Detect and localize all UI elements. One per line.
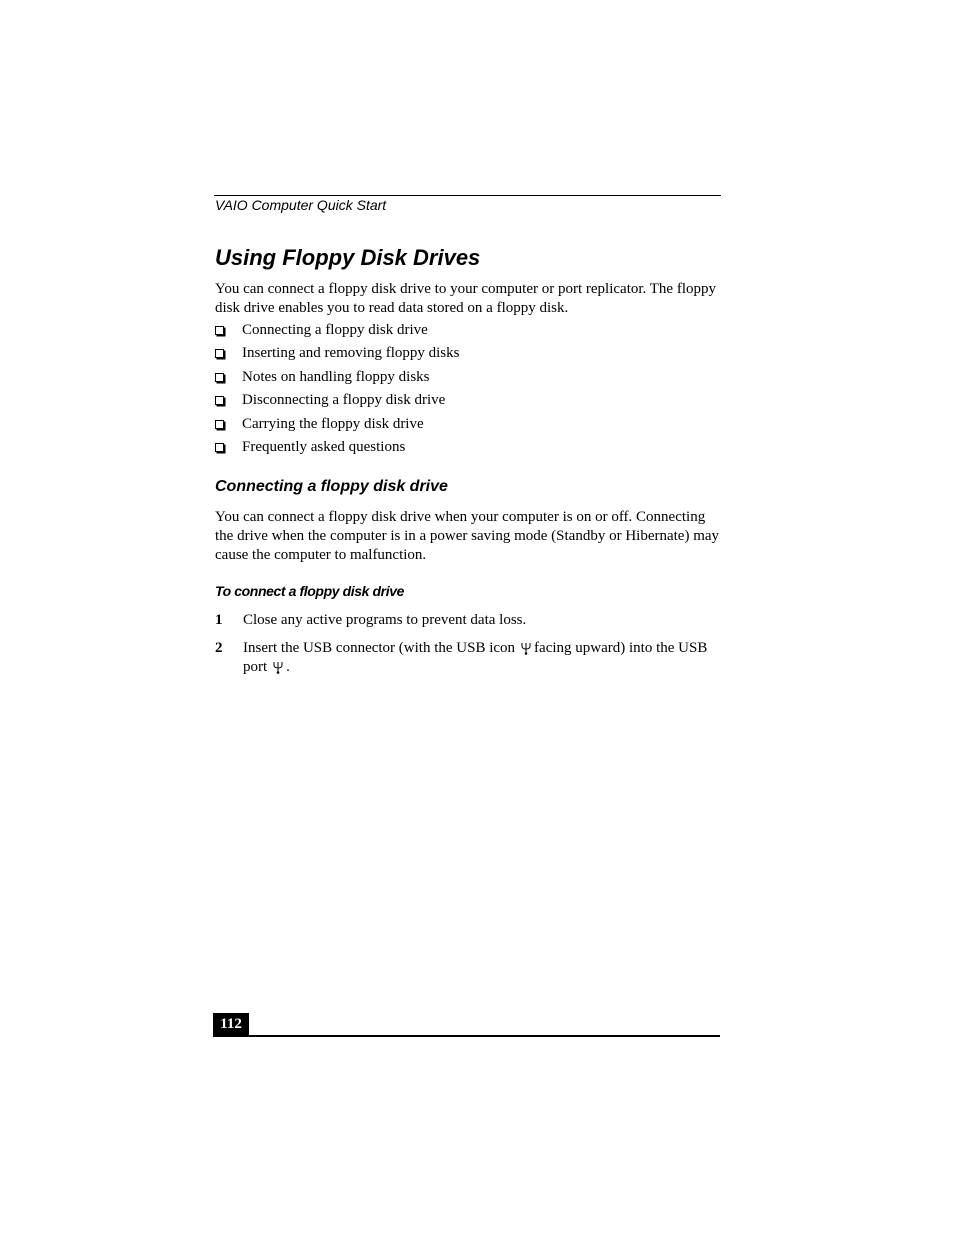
topic-label: Carrying the floppy disk drive	[242, 415, 424, 432]
intro-paragraph: You can connect a floppy disk drive to your computer or port replicator. The floppy disk drive enables you to read data stored on a floppy disk.	[215, 281, 716, 316]
header-rule	[214, 195, 721, 196]
subsection-title: Connecting a floppy disk drive	[215, 478, 448, 495]
topic-item	[215, 438, 459, 461]
topic-label: Notes on handling floppy disks	[242, 368, 430, 385]
subsection-paragraph: You can connect a floppy disk drive when your computer is on or off. Connecting the drive when the computer is in a power saving mode (Standby or Hibernate) may cause the computer to malfunction.	[215, 509, 720, 563]
procedure-step-1	[215, 611, 721, 630]
topic-item	[215, 391, 459, 414]
topic-item	[215, 321, 459, 344]
step-text-before-icon: Insert the USB connector (with the USB icon	[243, 640, 516, 656]
running-head: VAIO Computer Quick Start	[215, 197, 387, 213]
section-title: Using Floppy Disk Drives	[215, 245, 481, 270]
checkbox-bullet-icon	[215, 420, 224, 429]
step-item	[215, 611, 721, 630]
topic-item	[215, 415, 459, 438]
topic-label: Inserting and removing floppy disks	[242, 345, 460, 362]
checkbox-bullet-icon	[215, 443, 224, 452]
topic-label: Frequently asked questions	[242, 438, 406, 455]
procedure-step-2	[215, 639, 721, 677]
topic-label: Disconnecting a floppy disk drive	[242, 392, 446, 409]
page-number: 112	[213, 1013, 249, 1036]
checkbox-bullet-icon	[215, 349, 224, 358]
step-text: Close any active programs to prevent data loss.	[243, 612, 527, 628]
topic-label: Connecting a floppy disk drive	[242, 322, 428, 338]
checkbox-bullet-icon	[215, 373, 224, 382]
step-item	[215, 639, 721, 677]
step-text-end: .	[286, 659, 290, 675]
checkbox-bullet-icon	[215, 396, 224, 405]
topic-item	[215, 344, 459, 367]
usb-icon	[521, 641, 531, 655]
topic-item	[215, 368, 459, 391]
topic-list	[215, 321, 459, 461]
footer-rule	[213, 1035, 720, 1037]
step-text-after-icon: facing upward) into the USB port	[243, 640, 708, 675]
step-number: 1	[215, 612, 223, 628]
step-number: 2	[215, 640, 223, 656]
usb-port-icon	[273, 660, 283, 674]
procedure-title: To connect a floppy disk drive	[215, 583, 404, 599]
checkbox-bullet-icon	[215, 326, 224, 335]
